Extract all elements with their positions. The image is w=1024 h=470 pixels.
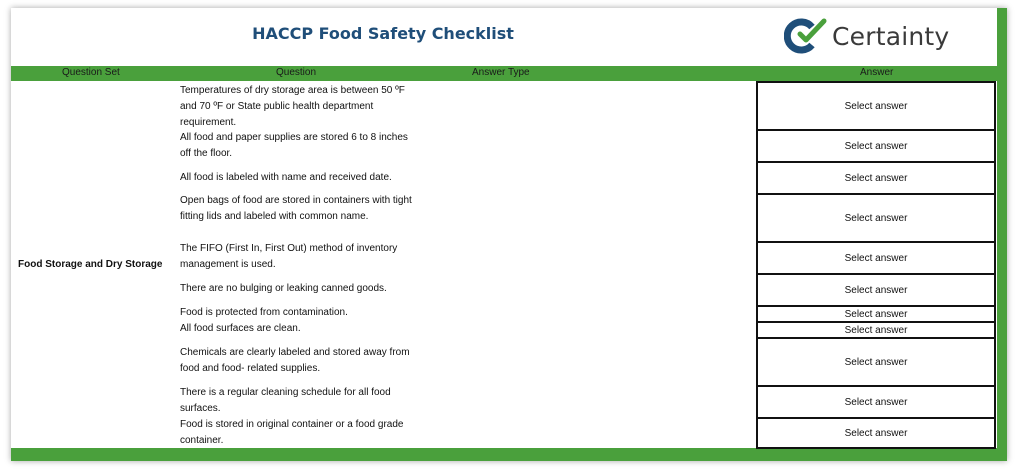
question-text: Temperatures of dry storage area is between 50 ºF and 70 ºF or State public health department requirement. — [180, 85, 405, 128]
right-accent-bar — [997, 8, 1007, 461]
column-header-row — [11, 66, 997, 81]
page-title: HACCP Food Safety Checklist — [252, 24, 514, 43]
question-text: All food is labeled with name and received date. — [180, 172, 392, 183]
question-text: There is a regular cleaning schedule for all food surfaces. — [180, 387, 391, 414]
answer-select[interactable]: Select answer — [756, 385, 996, 419]
header-answer-type: Answer Type — [472, 67, 530, 78]
answer-select[interactable]: Select answer — [756, 241, 996, 275]
question-text: Open bags of food are stored in containers with tight fitting lids and labeled with common name. — [180, 195, 412, 222]
question-text: All food and paper supplies are stored 6 to 8 inches off the floor. — [180, 132, 408, 159]
answer-select[interactable]: Select answer — [756, 161, 996, 195]
answer-select[interactable]: Select answer — [756, 273, 996, 307]
question-text: There are no bulging or leaking canned goods. — [180, 283, 387, 294]
header-question: Question — [276, 67, 317, 78]
question-text: Food is stored in original container or a food grade container. — [180, 419, 404, 446]
answer-select[interactable]: Select answer — [756, 305, 996, 323]
question-text: Food is protected from contamination. — [180, 307, 348, 318]
bottom-accent-bar — [11, 448, 1007, 461]
logo-text: Certainty — [832, 21, 950, 51]
question-text: Chemicals are clearly labeled and stored away from food and food- related supplies. — [180, 347, 410, 374]
answer-select[interactable]: Select answer — [756, 417, 996, 449]
certainty-check-icon — [784, 18, 828, 54]
header-question-set: Question Set — [62, 67, 120, 78]
answer-select[interactable]: Select answer — [756, 321, 996, 339]
header-answer: Answer — [860, 67, 894, 78]
answer-select[interactable]: Select answer — [756, 337, 996, 387]
answer-select[interactable]: Select answer — [756, 193, 996, 243]
question-set-label: Food Storage and Dry Storage — [18, 259, 163, 270]
question-text: All food surfaces are clean. — [180, 323, 301, 334]
question-text: The FIFO (First In, First Out) method of inventory management is used. — [180, 243, 398, 270]
answer-select[interactable]: Select answer — [756, 81, 996, 131]
brand-logo — [784, 18, 949, 54]
answer-select[interactable]: Select answer — [756, 129, 996, 163]
